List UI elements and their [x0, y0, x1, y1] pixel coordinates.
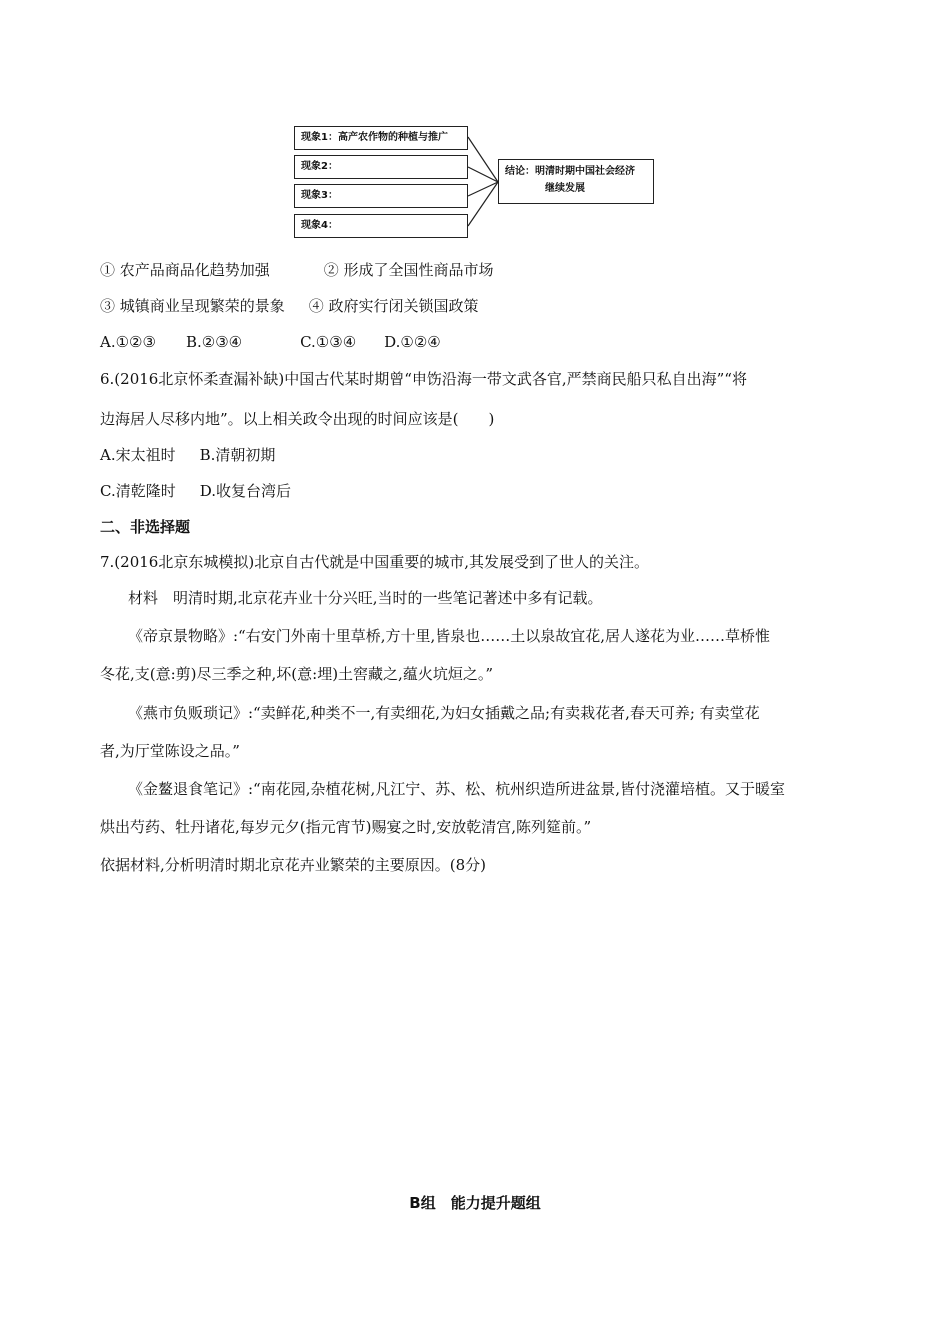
conclusion-box	[498, 159, 654, 204]
q7-quote-2-line-2: 者,为厅堂陈设之品。”	[100, 742, 240, 760]
q6-choices-row-1	[100, 445, 275, 465]
conclusion-line-2: 继续发展	[545, 183, 585, 194]
q6-choices-row-2	[100, 481, 291, 501]
q7-quote-3-line-2: 烘出芍药、牡丹诸花,每岁元夕(指元宵节)赐宴之时,安放乾清宫,陈列筵前。”	[100, 818, 592, 836]
q7-quote-1-line-1: 《帝京景物略》:“右安门外南十里草桥,方十里,皆泉也……土以泉故宜花,居人遂花为业……草桥惟	[128, 627, 771, 645]
q7-task: 依据材料,分析明清时期北京花卉业繁荣的主要原因。(8分)	[100, 856, 487, 874]
q6-choice-b: B.清朝初期	[199, 446, 276, 464]
phenomenon-2-box: 现象2：	[294, 155, 468, 179]
q5-options-row-1	[100, 260, 494, 280]
q7-quote-2-line-1: 《燕市负贩琐记》:“卖鲜花,种类不一,有卖细花,为妇女插戴之品;有卖栽花者,春天可养; 有卖堂花	[128, 704, 760, 722]
q5-option-1: ① 农产品商品化趋势加强	[100, 261, 270, 279]
q6-choice-a: A.宋太祖时	[100, 446, 176, 464]
q5-option-2: ② 形成了全国性商品市场	[323, 261, 494, 279]
q7-stem: 7.(2016北京东城模拟)北京自古代就是中国重要的城市,其发展受到了世人的关注。	[100, 553, 649, 571]
group-b-title: B组 能力提升题组	[409, 1194, 541, 1212]
phenomenon-3-box: 现象3：	[294, 184, 468, 208]
q5-choices	[100, 332, 441, 352]
q6-choice-c: C.清乾隆时	[100, 482, 176, 500]
q5-option-4: ④ 政府实行闭关锁国政策	[308, 297, 479, 315]
conclusion-line-1: 结论：明清时期中国社会经济	[505, 166, 635, 177]
q6-choice-d: D.收复台湾后	[199, 482, 291, 500]
q5-choice-c: C.①③④	[300, 333, 357, 351]
q5-choice-b: B.②③④	[185, 333, 243, 351]
q6-stem-line-1: 6.(2016北京怀柔查漏补缺)中国古代某时期曾“申饬沿海一带文武各官,严禁商民船只私自出海”“将	[100, 370, 747, 388]
q7-material: 材料 明清时期,北京花卉业十分兴旺,当时的一些笔记著述中多有记载。	[128, 589, 603, 607]
q7-quote-3-line-1: 《金鳌退食笔记》:“南花园,杂植花树,凡江宁、苏、松、杭州织造所进盆景,皆付浇灌培植。又于暖室	[128, 780, 786, 798]
phenomena-diagram	[292, 122, 657, 242]
section-2-title: 二、非选择题	[100, 518, 191, 536]
q5-options-row-2	[100, 296, 479, 316]
phenomenon-1-box: 现象1：高产农作物的种植与推广	[294, 126, 468, 150]
phenomenon-4-box: 现象4：	[294, 214, 468, 238]
q5-option-3: ③ 城镇商业呈现繁荣的景象	[100, 297, 285, 315]
q7-quote-1-line-2: 冬花,支(意:剪)尽三季之种,坏(意:埋)土窖藏之,蕴火坑烜之。”	[100, 665, 493, 683]
q6-stem-line-2: 边海居人尽移内地”。以上相关政令出现的时间应该是( )	[100, 410, 495, 428]
q5-choice-d: D.①②④	[384, 333, 441, 351]
q5-choice-a: A.①②③	[100, 333, 156, 351]
